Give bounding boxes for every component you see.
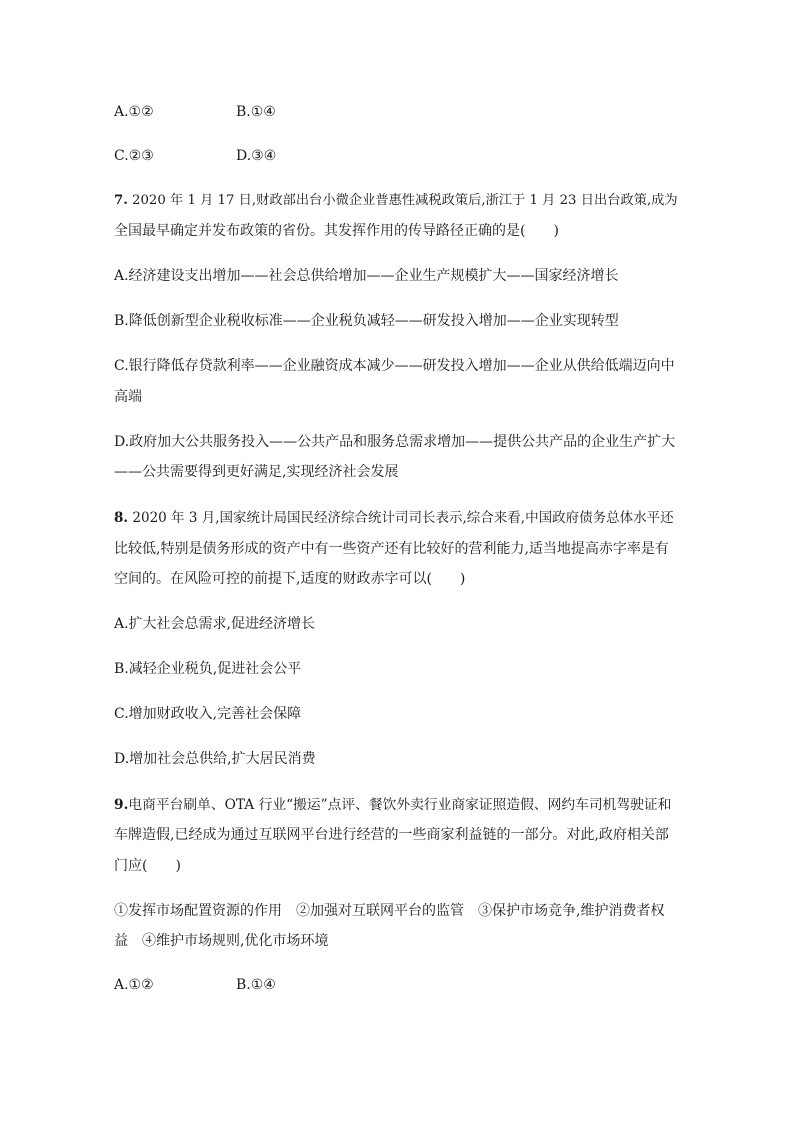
q7-stem-line1 [114, 191, 678, 211]
q8-option-c: C.增加财政收入,完善社会保障 [114, 706, 302, 722]
q9-stem-line1 [114, 795, 671, 815]
q8-number: 8. [114, 510, 129, 526]
q7-stem-text1: 2020 年 1 月 17 日,财政部出台小微企业普惠性减税政策后,浙江于 1 月 23 日出台政策,成为 [127, 193, 678, 208]
q9-number: 9. [114, 797, 129, 813]
q9-option-a: A.①② [114, 977, 154, 993]
q8-option-b: B.减轻企业税负,促进社会公平 [114, 661, 302, 677]
q9-stem-line3: 门应( ) [114, 858, 181, 874]
q8-stem-line2: 比较低,特别是债务形成的资产中有一些资产还有比较好的营利能力,适当地提高赤字率是有 [114, 541, 669, 557]
q8-stem-line3: 空间的。在风险可控的前提下,适度的财政赤字可以( ) [114, 571, 466, 587]
q7-option-d-line1: D.政府加大公共服务投入——公共产品和服务总需求增加——提供公共产品的企业生产扩大 [114, 434, 676, 450]
q7-option-c-line2: 高端 [114, 389, 142, 405]
q6-option-a: A.①② [114, 104, 154, 120]
q8-stem-text1: 2020 年 3 月,国家统计局国民经济综合统计司司长表示,综合来看,中国政府债务总体水平还 [128, 510, 674, 526]
q9-statements-line1: ①发挥市场配置资源的作用 ②加强对互联网平台的监管 ③保护市场竞争,维护消费者权 [114, 903, 665, 919]
q8-stem-line1 [114, 508, 674, 528]
q6-option-b: B.①④ [236, 104, 276, 120]
q9-option-b: B.①④ [236, 977, 276, 993]
q6-option-d: D.③④ [236, 148, 277, 164]
q8-option-a: A.扩大社会总需求,促进经济增长 [114, 616, 316, 632]
q7-stem-line2: 全国最早确定并发布政策的省份。其发挥作用的传导路径正确的是( ) [114, 223, 559, 239]
q7-option-a: A.经济建设支出增加——社会总供给增加——企业生产规模扩大——国家经济增长 [114, 268, 619, 284]
q7-option-d-line2: ——公共需要得到更好满足,实现经济社会发展 [114, 464, 399, 480]
q7-option-b: B.降低创新型企业税收标准——企业税负减轻——研发投入增加——企业实现转型 [114, 313, 619, 329]
q8-option-d: D.增加社会总供给,扩大居民消费 [114, 751, 316, 767]
q9-stem-line2: 车牌造假,已经成为通过互联网平台进行经营的一些商家利益链的一部分。对此,政府相关部 [114, 827, 669, 843]
q6-option-c: C.②③ [114, 148, 154, 164]
q7-number: 7. [114, 193, 128, 208]
q9-statements-line2: 益 ④维护市场规则,优化市场环境 [114, 933, 329, 949]
q7-option-c-line1: C.银行降低存贷款利率——企业融资成本减少——研发投入增加——企业从供给低端迈向中 [114, 358, 675, 374]
q9-stem-text1: 电商平台刷单、OTA 行业“搬运”点评、餐饮外卖行业商家证照造假、网约车司机驾驶证和 [128, 797, 672, 813]
